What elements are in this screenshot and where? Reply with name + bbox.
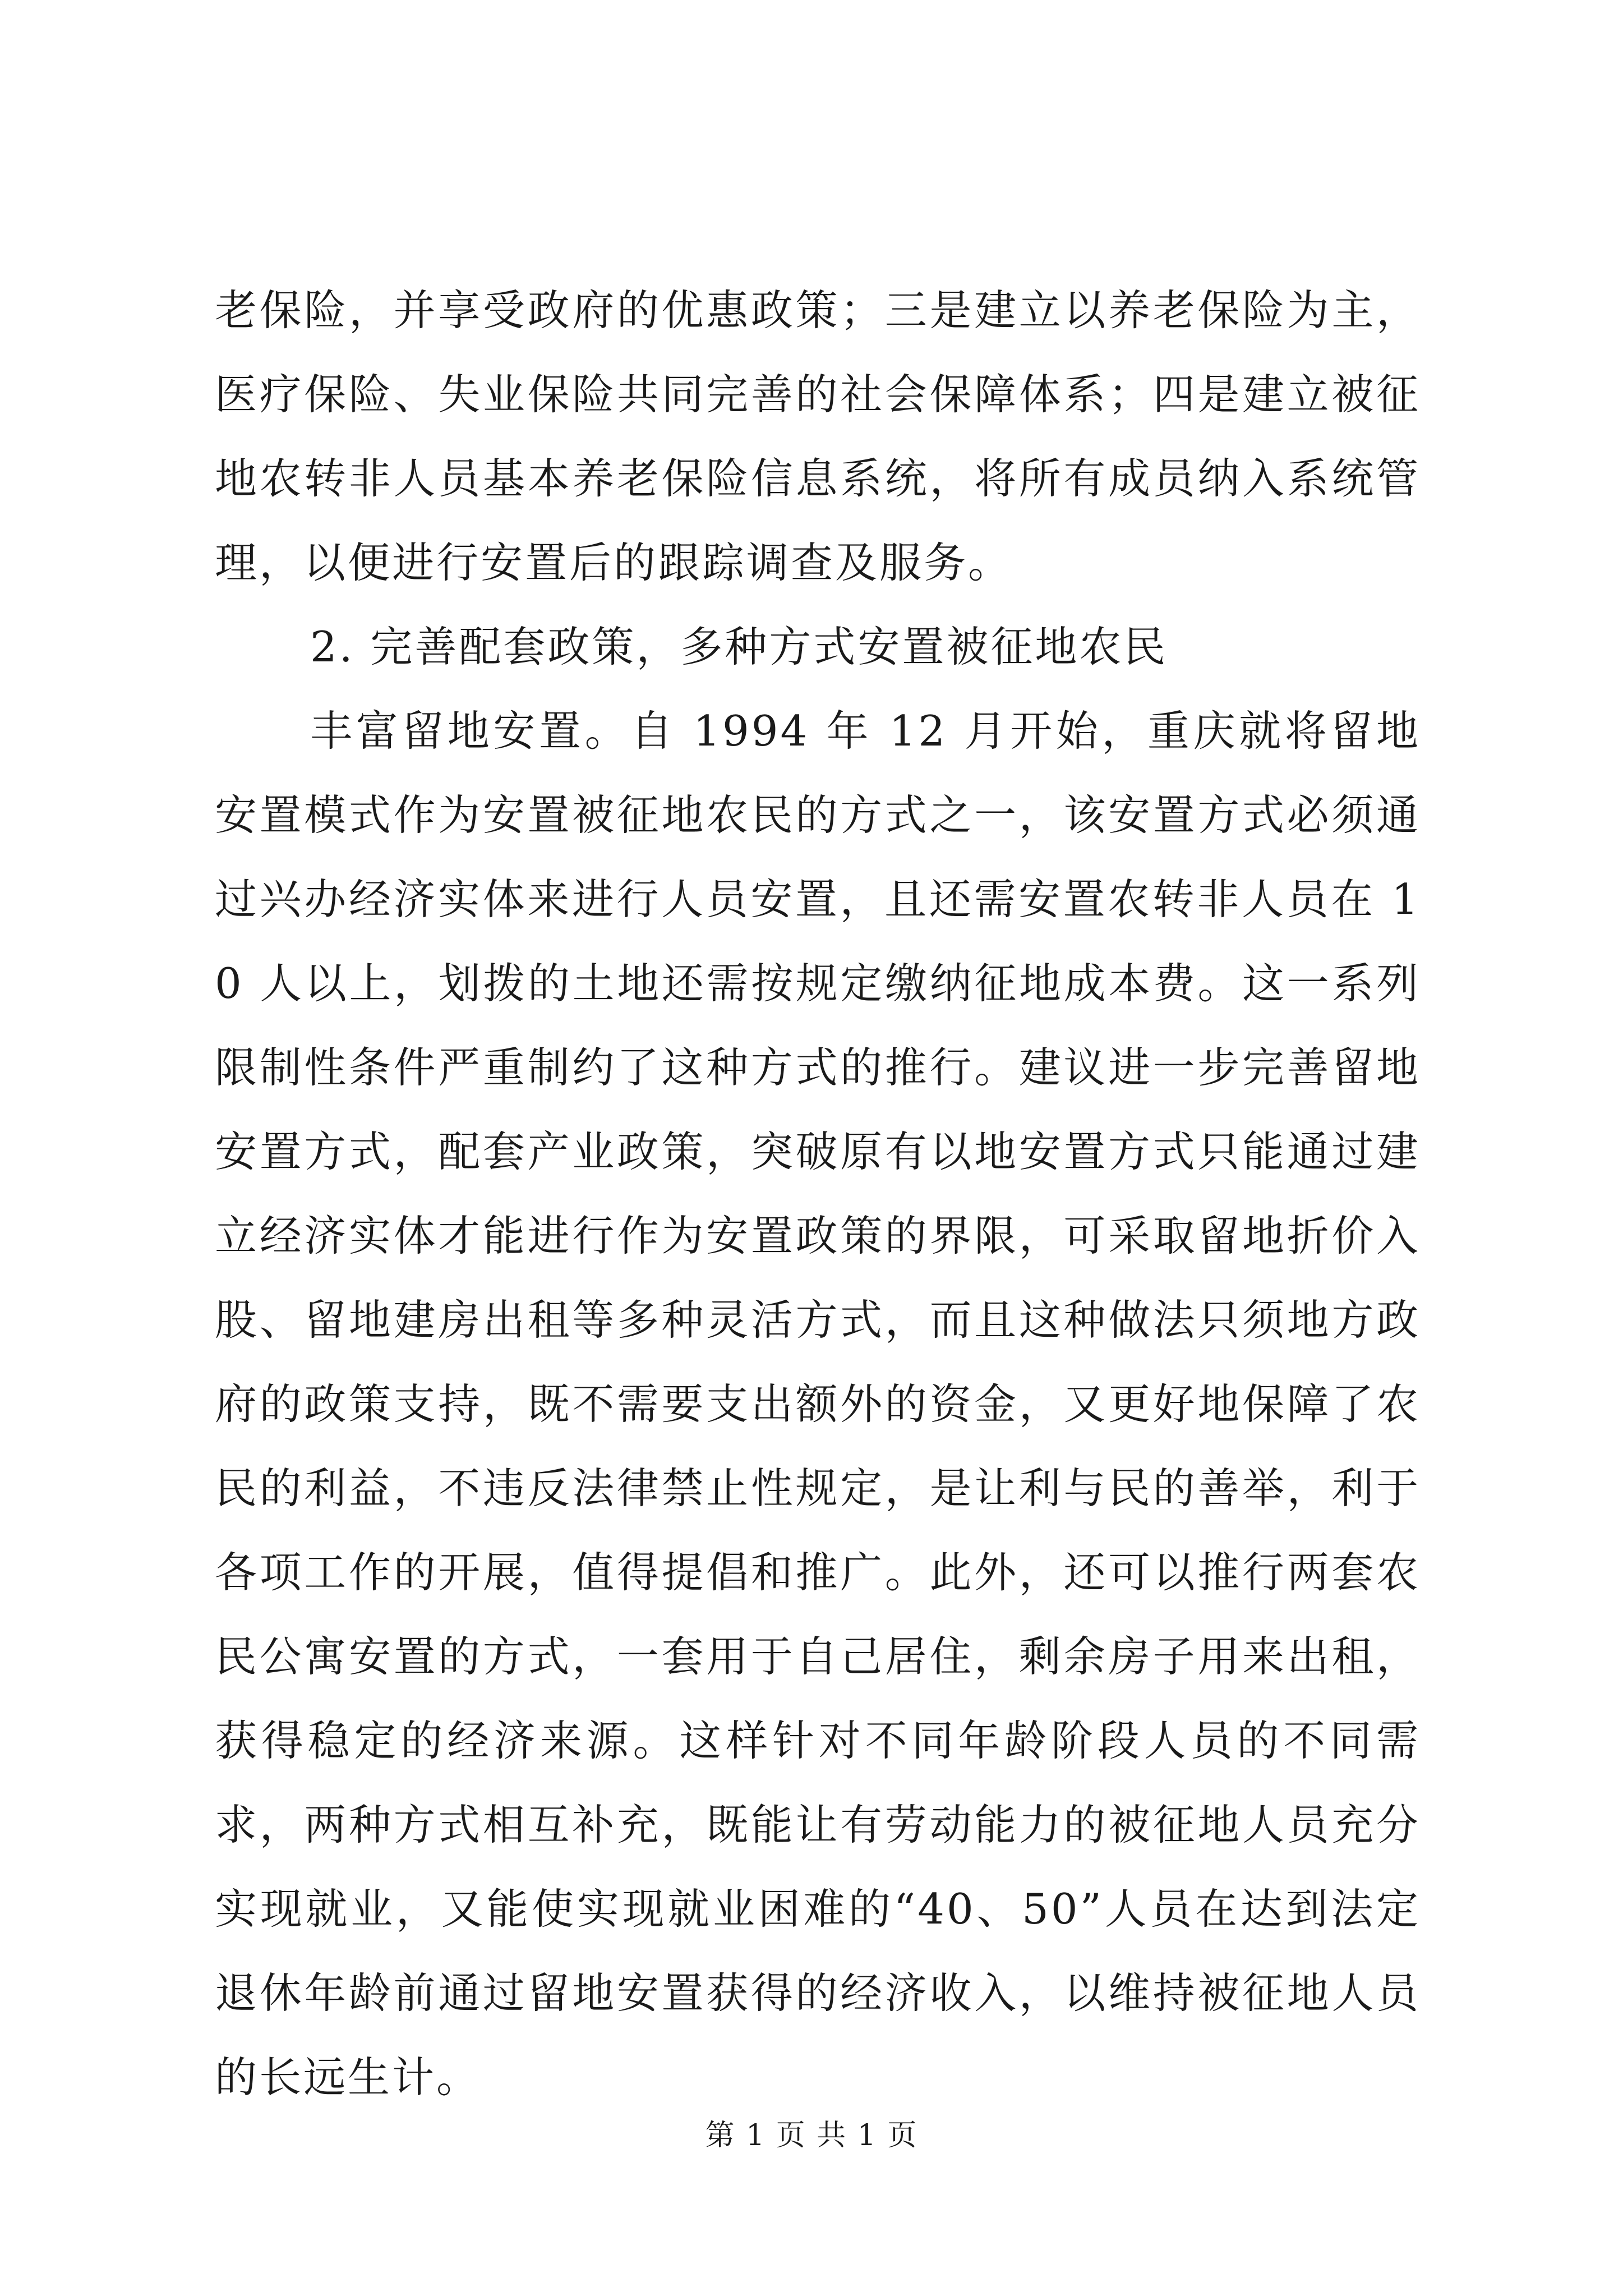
paragraph-continuation: 老保险，并享受政府的优惠政策；三是建立以养老保险为主，医疗保险、失业保险共同完善的社会保障体系；四是建立被征地农转非人员基本养老保险信息系统，将所有成员纳入系统管理，以便进行安置后的跟踪调查及服务。: [215, 286, 1421, 587]
section-heading: 2. 完善配套政策，多种方式安置被征地农民: [310, 622, 1168, 671]
document-body: [215, 268, 1421, 2119]
paragraph-body: 丰富留地安置。自 1994 年 12 月开始，重庆就将留地安置模式作为安置被征地农民的方式之一，该安置方式必须通过兴办经济实体来进行人员安置，且还需安置农转非人员在 10 人以上，划拨的土地还需按规定缴纳征地成本费。这一系列限制性条件严重制约了这种方式的推行。建议进一步完善留地安置方式，配套产业政策，突破原有以地安置方式只能通过建立经济实体才能进行作为安置政策的界限，可采取留地折价入股、留地建房出租等多种灵活方式，而且这种做法只须地方政府的政策支持，既不需要支出额外的资金，又更好地保障了农民的利益，不违反法律禁止性规定，是让利与民的善举，利于各项工作的开展，值得提倡和推广。此外，还可以推行两套农民公寓安置的方式，一套用于自己居住，剩余房子用来出租，获得稳定的经济来源。这样针对不同年龄阶段人员的不同需求，两种方式相互补充，既能让有劳动能力的被征地人员充分实现就业，又能使实现就业困难的“40、50”人员在达到法定退休年龄前通过留地安置获得的经济收入，以维持被征地人员的长远生计。: [215, 706, 1421, 2102]
page-footer: 第 1 页 共 1 页: [705, 2119, 918, 2152]
